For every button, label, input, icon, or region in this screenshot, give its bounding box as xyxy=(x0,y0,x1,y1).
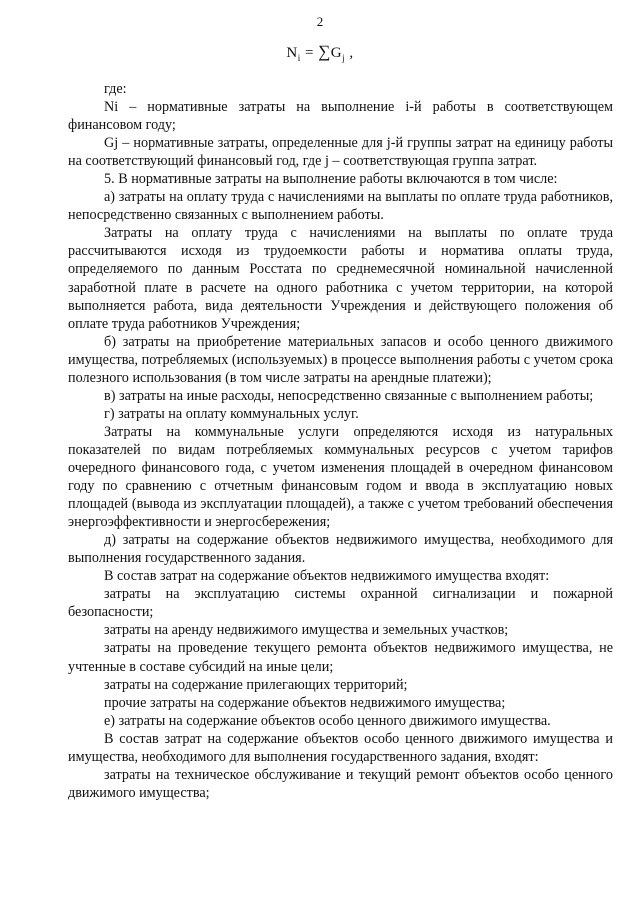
paragraph: д) затраты на содержание объектов недвижимого имущества, необходимого для выполнения государственного задания. xyxy=(68,532,613,567)
paragraph: Затраты на оплату труда с начислениями на выплаты по оплате труда рассчитываются исходя из трудоемкости работы и норматива оплаты труда, определяемого по данным Росстата по среднемесячной номинальной начисленной заработной плате в расчете на одного работника с учетом территории, на которой выполняется работа, вида деятельности Учреждения и действующего положения об оплате труда работников Учреждения; xyxy=(68,225,613,332)
paragraph: б) затраты на приобретение материальных запасов и особо ценного движимого имущества, потребляемых (используемых) в процессе выполнения работы с учетом срока полезного использования (в том числе затраты на арендные платежи); xyxy=(68,333,613,386)
paragraph: в) затраты на иные расходы, непосредственно связанные с выполнением работы; xyxy=(104,387,594,404)
paragraph: В состав затрат на содержание объектов недвижимого имущества входят: xyxy=(104,568,550,585)
paragraph: а) затраты на оплату труда с начислениями на выплаты по оплате труда работников, непосредственно связанных с выполнением работы. xyxy=(68,189,613,224)
page-number: 2 xyxy=(316,14,324,29)
paragraph: затраты на аренду недвижимого имущества и земельных участков; xyxy=(104,622,509,639)
paragraph: 5. В нормативные затраты на выполнение работы включаются в том числе: xyxy=(104,171,558,188)
paragraph: затраты на проведение текущего ремонта объектов недвижимого имущества, не учтенные в составе субсидий на иные цели; xyxy=(68,640,613,675)
paragraph: В состав затрат на содержание объектов особо ценного движимого имущества и имущества, необходимого для выполнения государственного задания, входят: xyxy=(68,730,613,765)
paragraph: Ni – нормативные затраты на выполнение i-й работы в соответствующем финансовом году; xyxy=(68,99,613,134)
formula xyxy=(0,42,640,63)
paragraph: где: xyxy=(104,81,127,97)
paragraph: Gj – нормативные затраты, определенные для j-й группы затрат на единицу работы на соответствующий финансовый год, где j – соответствующая группа затрат. xyxy=(68,135,613,170)
paragraph: затраты на содержание прилегающих территорий; xyxy=(104,676,408,693)
paragraph: е) затраты на содержание объектов особо ценного движимого имущества. xyxy=(104,712,551,729)
formula-rhs-sub: j xyxy=(342,53,346,63)
paragraph: затраты на техническое обслуживание и текущий ремонт объектов особо ценного движимого имущества; xyxy=(68,766,613,801)
formula-tail: , xyxy=(345,45,354,61)
formula-rhs: G xyxy=(330,45,343,61)
paragraph: прочие затраты на содержание объектов недвижимого имущества; xyxy=(104,694,506,711)
formula-lhs: N xyxy=(286,45,298,61)
formula-eq: = xyxy=(300,45,319,61)
document-body xyxy=(68,80,613,802)
paragraph: Затраты на коммунальные услуги определяются исходя из натуральных показателей по видам потребляемых коммунальных ресурсов с учетом тарифов очередного финансового года, с учетом изменения площадей в очередном финансовом году по сравнению с отчетным финансовым годом и ввода в эксплуатацию новых площадей (вывода из эксплуатации площадей), а также с учетом требований обеспечения энергоэффективности и энергосбережения; xyxy=(68,423,613,531)
formula-sum: ∑ xyxy=(318,42,331,61)
paragraph: г) затраты на оплату коммунальных услуг. xyxy=(104,405,359,422)
formula-lhs-sub: i xyxy=(297,53,301,63)
paragraph: затраты на эксплуатацию системы охранной сигнализации и пожарной безопасности; xyxy=(68,586,613,621)
